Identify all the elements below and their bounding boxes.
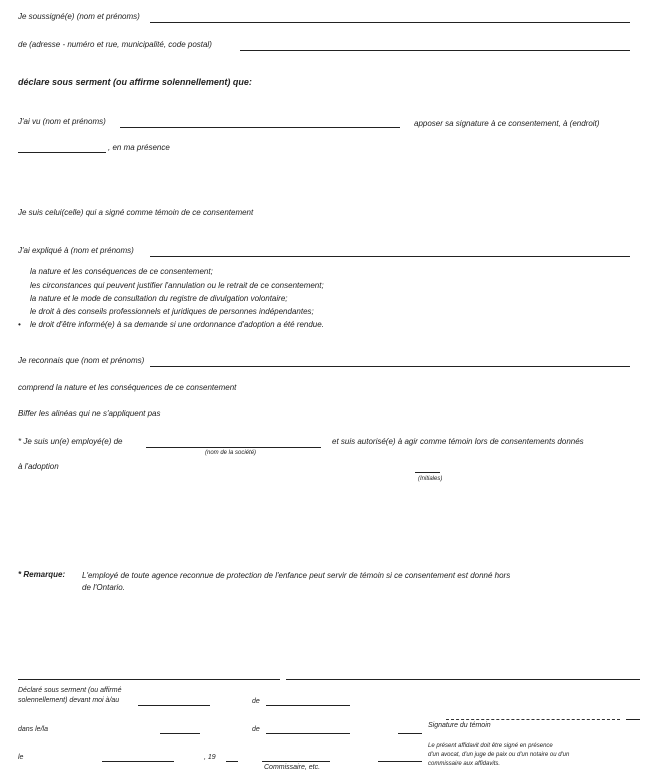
dans-le-label: dans le/la [18, 726, 48, 733]
remarque-label: * Remarque: [18, 570, 66, 579]
signature-temoin-line-end [626, 719, 640, 720]
item-circonstances: les circonstances qui peuvent justifier l'annulation ou le retrait de ce consentement; [30, 281, 324, 290]
le-label: le [18, 754, 24, 761]
vu-label: J'ai vu (nom et prénoms) [18, 117, 106, 126]
footer-right-rule [286, 679, 640, 680]
solennellement-label: solennellement) devant moi à/au [18, 697, 120, 704]
temoin-statement: Je suis celui(celle) qui a signé comme témoin de ce consentement [18, 208, 254, 217]
nom-societe-caption: (nom de la société) [205, 450, 257, 456]
adresse-label: de (adresse - numéro et rue, municipalité, code postal) [18, 40, 212, 49]
de1-field[interactable] [266, 705, 350, 706]
soussigne-label: Je soussigné(e) (nom et prénoms) [18, 12, 140, 21]
adoption-label: à l'adoption [18, 462, 59, 471]
reconnais-field[interactable] [150, 366, 630, 367]
declare-devant-label: Déclaré sous serment (ou affirmé [18, 687, 122, 694]
apposer-label: apposer sa signature à ce consentement, à (endroit) [414, 119, 600, 128]
comprend-label: comprend la nature et les conséquences de ce consentement [18, 383, 237, 392]
adresse-field[interactable] [240, 50, 630, 51]
signature-temoin-line[interactable] [446, 719, 620, 720]
de2-field[interactable] [266, 733, 350, 734]
item-bullet-marker: • [18, 320, 21, 329]
note-marker-line [378, 761, 422, 762]
annee-field[interactable] [226, 761, 238, 762]
de2-label: de [252, 726, 260, 733]
explique-label: J'ai expliqué à (nom et prénoms) [18, 246, 134, 255]
declare-heading: déclare sous serment (ou affirme solennellement) que: [18, 77, 252, 87]
item-ordonnance: le droit d'être informé(e) à sa demande si une ordonnance d'adoption a été rendue. [30, 320, 324, 329]
dans-le-field[interactable] [160, 733, 200, 734]
remarque-line2: de l'Ontario. [82, 583, 125, 592]
explique-field[interactable] [150, 256, 630, 257]
witness-mark-line [398, 733, 422, 734]
lieu-field[interactable] [138, 705, 210, 706]
commissaire-signature-line[interactable] [262, 761, 330, 762]
date-field[interactable] [102, 761, 174, 762]
biffer-note: Biffer les alinéas qui ne s'appliquent pas [18, 409, 161, 418]
autorise-label: et suis autorisé(e) à agir comme témoin lors de consentements donnés [332, 437, 584, 446]
signature-temoin-caption: Signature du témoin [428, 722, 491, 729]
item-registre: la nature et le mode de consultation du registre de divulgation volontaire; [30, 294, 288, 303]
vu-field[interactable] [120, 127, 400, 128]
footer-left-rule [18, 679, 280, 680]
employe-label: * Je suis un(e) employé(e) de [18, 437, 123, 446]
reconnais-label: Je reconnais que (nom et prénoms) [18, 356, 145, 365]
item-conseils: le droit à des conseils professionnels et juridiques de personnes indépendantes; [30, 307, 314, 316]
initiales-caption: (Initiales) [418, 476, 443, 482]
soussigne-field[interactable] [150, 22, 630, 23]
presence-label: , en ma présence [108, 143, 170, 152]
note-line2: d'un avocat, d'un juge de paix ou d'un notaire ou d'un [428, 752, 570, 758]
item-nature: la nature et les conséquences de ce consentement; [30, 267, 213, 276]
endroit-field[interactable] [18, 152, 106, 153]
note-line3: commissaire aux affidavits. [428, 761, 501, 767]
initiales-field[interactable] [415, 472, 440, 473]
commissaire-caption: Commissaire, etc. [264, 764, 321, 771]
de1-label: de [252, 698, 260, 705]
remarque-line1: L'employé de toute agence reconnue de protection de l'enfance peut servir de témoin si ce consentement est donné hors [82, 571, 511, 580]
annee-label: , 19 [204, 754, 216, 761]
note-line1: Le présent affidavit doit être signé en présence [428, 743, 553, 749]
